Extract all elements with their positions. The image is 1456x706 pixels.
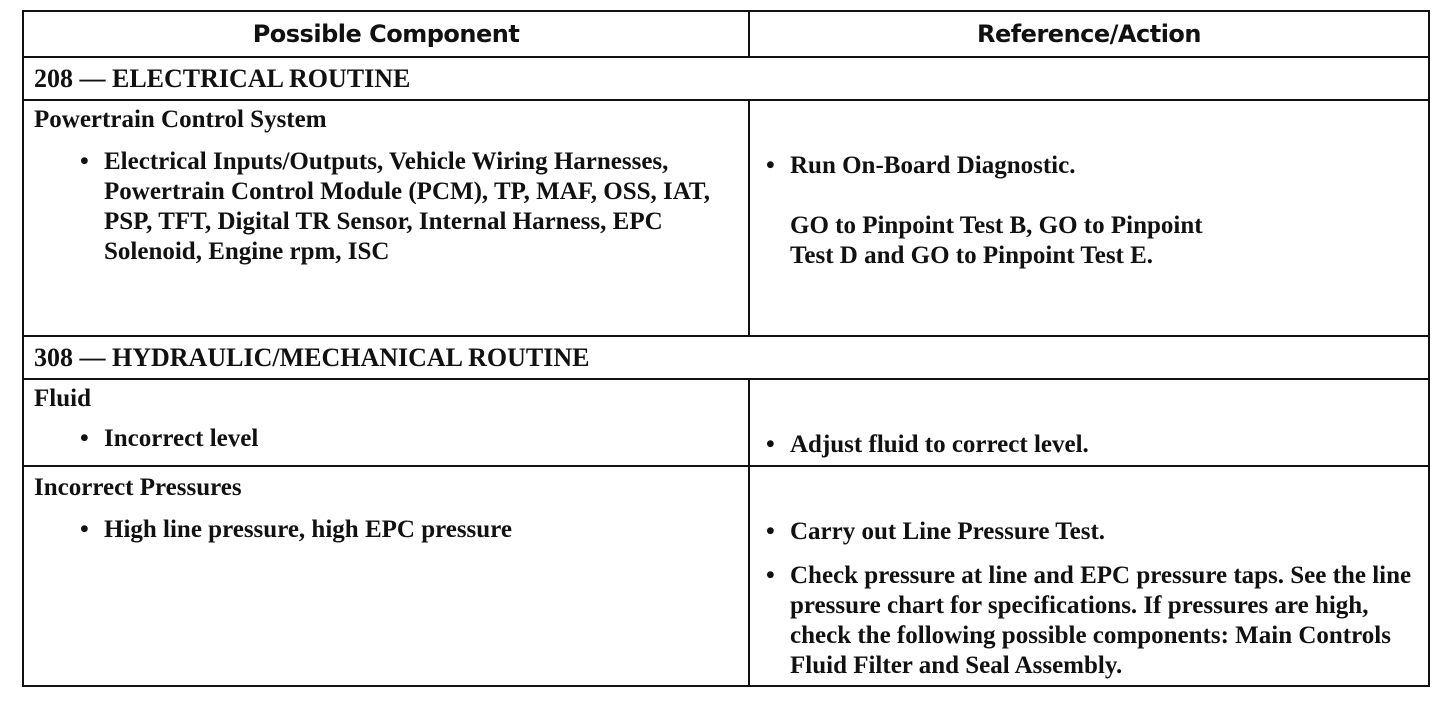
component-bullet-text: Electrical Inputs/Outputs, Vehicle Wiring Harnesses, Powertrain Control Module (PCM), TP, MAF, OSS, IAT, PSP, TFT, Digital TR Sensor, Internal Harness, EPC Solenoid, Engine rpm, ISC	[104, 148, 711, 265]
bullet-icon: •	[766, 562, 775, 589]
table-row	[23, 379, 1429, 466]
bullet-icon: •	[80, 425, 89, 452]
column-header-component: Possible Component	[23, 11, 749, 57]
table-header-row	[23, 11, 1429, 57]
action-bullet-text: Carry out Line Pressure Test.	[790, 518, 1106, 545]
bullet-icon: •	[80, 148, 89, 175]
section-row-electrical	[23, 57, 1429, 100]
action-cell	[749, 466, 1429, 686]
component-bullet	[80, 515, 738, 545]
component-cell	[23, 466, 749, 686]
section-title-electrical: 208 — ELECTRICAL ROUTINE	[23, 57, 1429, 100]
column-header-action: Reference/Action	[749, 11, 1429, 57]
action-bullet	[766, 430, 1418, 460]
action-cell	[749, 379, 1429, 466]
bullet-icon: •	[766, 431, 775, 458]
action-bullet	[766, 151, 1418, 181]
action-line-2: Test D and GO to Pinpoint Test E.	[790, 242, 1154, 269]
action-bullet-text: Run On-Board Diagnostic.	[790, 152, 1076, 179]
component-title: Powertrain Control System	[34, 106, 327, 133]
bullet-icon: •	[766, 518, 775, 545]
section-row-hydraulic	[23, 336, 1429, 379]
action-bullet-text: Adjust fluid to correct level.	[790, 431, 1089, 458]
component-bullet	[80, 424, 738, 454]
action-bullet	[766, 517, 1418, 547]
action-cell	[749, 100, 1429, 336]
bullet-icon: •	[766, 152, 775, 179]
action-bullet	[766, 561, 1418, 681]
component-bullet	[80, 147, 738, 267]
component-title: Incorrect Pressures	[34, 474, 242, 501]
table-row	[23, 466, 1429, 686]
component-bullet-text: Incorrect level	[104, 425, 259, 452]
component-cell	[23, 379, 749, 466]
action-line-1: GO to Pinpoint Test B, GO to Pinpoint	[790, 212, 1203, 239]
diagnostic-table	[22, 10, 1430, 687]
component-cell	[23, 100, 749, 336]
component-bullet-text: High line pressure, high EPC pressure	[104, 516, 512, 543]
section-title-hydraulic: 308 — HYDRAULIC/MECHANICAL ROUTINE	[23, 336, 1429, 379]
bullet-icon: •	[80, 516, 89, 543]
component-title: Fluid	[34, 385, 91, 412]
table-row	[23, 100, 1429, 336]
action-bullet-text: Check pressure at line and EPC pressure taps. See the line pressure chart for specifications. If pressures are high, check the following possible components: Main Controls Fluid Filter and Seal Assembly.	[790, 562, 1412, 679]
